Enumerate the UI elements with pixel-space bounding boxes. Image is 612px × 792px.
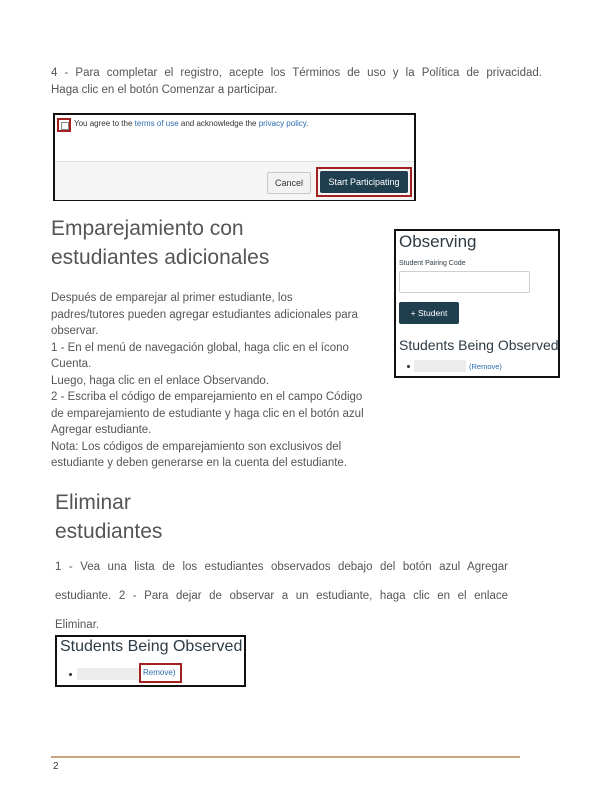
remove-line1: 1 - Vea una lista de los estudiantes observados debajo del botón azul Agregar: [55, 561, 508, 573]
agree-checkbox-highlight: [57, 118, 71, 132]
agree-footer-area: [55, 161, 414, 200]
agree-text-middle: and acknowledge the: [178, 119, 259, 128]
step4-line1: 4 - Para completar el registro, acepte los Términos de uso y la Política de privacidad.: [51, 67, 542, 79]
pairing-code-input[interactable]: [399, 271, 530, 293]
pairing-line: Después de emparejar al primer estudiante, los: [51, 292, 293, 304]
pairing-line: observar.: [51, 325, 99, 337]
agree-checkbox[interactable]: [61, 122, 69, 130]
observing-screenshot: [394, 229, 560, 378]
observed-list-title: Students Being Observed: [399, 337, 559, 353]
pairing-line: padres/tutores pueden agregar estudiantes adicionales para: [51, 308, 358, 321]
observing-title: Observing: [399, 232, 477, 251]
add-student-button[interactable]: + Student: [399, 302, 459, 324]
remove-paragraph: [55, 553, 508, 640]
remove-line3: Eliminar.: [55, 619, 100, 631]
observed-remove-link[interactable]: Remove): [143, 668, 176, 677]
observed-title: Students Being Observed: [60, 638, 243, 655]
remove-link[interactable]: (Remove): [469, 362, 502, 371]
pairing-line: Nota: Los códigos de emparejamiento son exclusivos del: [51, 440, 342, 453]
pairing-code-label: Student Pairing Code: [399, 260, 466, 267]
pairing-heading: [51, 214, 381, 272]
observed-list-bullet: [407, 365, 410, 368]
observed-student-name-redacted: [414, 360, 466, 372]
terms-of-use-link[interactable]: terms of use: [134, 119, 179, 128]
step4-line2: Haga clic en el botón Comenzar a participar.: [51, 83, 278, 96]
agree-text: [74, 119, 308, 128]
privacy-policy-link[interactable]: privacy policy: [258, 119, 307, 128]
pairing-line: de emparejamiento de estudiante y haga clic en el botón azul: [51, 407, 364, 420]
pairing-line: Cuenta.: [51, 358, 92, 370]
observed-name-redacted: [77, 668, 139, 680]
pairing-paragraph: [51, 290, 401, 472]
pairing-line: estudiante y deben generarse en la cuenta del estudiante.: [51, 457, 348, 469]
footer-rule: [51, 756, 520, 758]
remove-link-highlight: [139, 663, 182, 683]
agree-text-before: You agree to the: [74, 119, 135, 128]
agree-screenshot: [53, 113, 416, 201]
observed-screenshot: [55, 635, 246, 687]
remove-heading-line1: Eliminar: [55, 491, 131, 514]
observed-bullet: [69, 673, 72, 676]
pairing-line: Luego, haga clic en el enlace Observando.: [51, 374, 270, 387]
pairing-line: Agregar estudiante.: [51, 424, 152, 436]
remove-heading-line2: estudiantes: [55, 520, 163, 543]
pairing-line: 2 - Escriba el código de emparejamiento en el campo Código: [51, 391, 363, 403]
start-participating-button[interactable]: Start Participating: [320, 171, 408, 193]
pairing-heading-line1: Emparejamiento con: [51, 217, 244, 240]
pairing-line: 1 - En el menú de navegación global, haga clic en el ícono: [51, 341, 349, 354]
remove-line2: estudiante. 2 - Para dejar de observar a un estudiante, haga clic en el enlace: [55, 590, 508, 602]
agree-text-end: .: [306, 119, 309, 128]
remove-heading: [55, 488, 255, 546]
pairing-heading-line2: estudiantes adicionales: [51, 246, 270, 269]
start-participating-highlight: [316, 167, 412, 197]
cancel-button[interactable]: Cancel: [267, 172, 311, 194]
page-number: 2: [53, 761, 59, 772]
step4-paragraph: [51, 65, 542, 98]
